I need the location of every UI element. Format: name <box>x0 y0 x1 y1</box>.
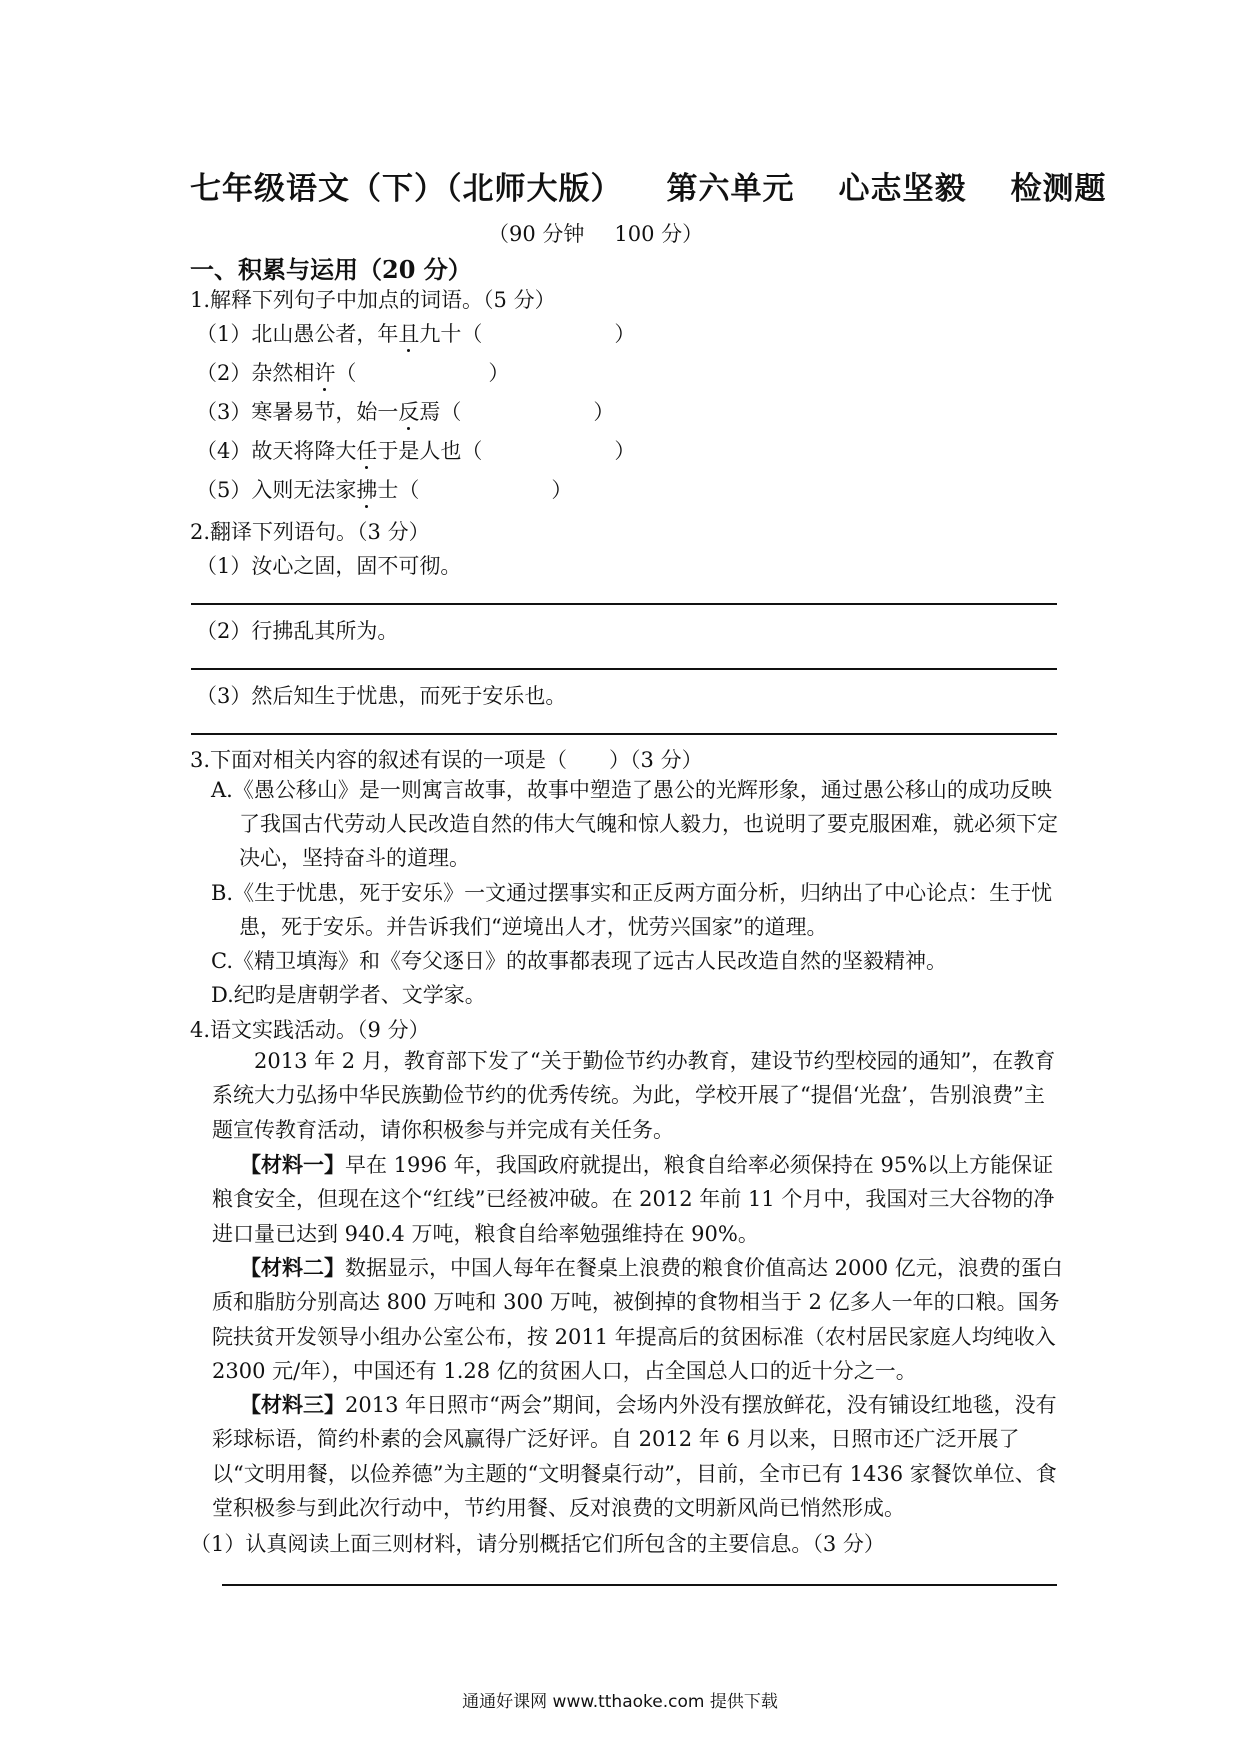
dotted-word: 反 <box>398 400 420 424</box>
subtitle-part: 100 分） <box>614 222 704 246</box>
page-subtitle <box>488 218 703 248</box>
q1-item: （4）故天将降大任于是人也（ ） <box>196 439 636 463</box>
answer-line[interactable] <box>191 668 1057 670</box>
q4-sub-1: （1）认真阅读上面三则材料，请分别概括它们所包含的主要信息。（3 分） <box>190 1532 885 1556</box>
q1-item: （2）杂然相许（ ） <box>196 361 510 385</box>
q1-item: （1）北山愚公者，年且九十（ ） <box>196 322 636 346</box>
subtitle-part: （90 分钟 <box>488 222 585 246</box>
q4-intro: 2013 年 2 月，教育部下发了“关于勤俭节约办教育，建设节约型校园的通知”，在教育系统大力弘扬中华民族勤俭节约的优秀传统。为此，学校开展了“提倡‘光盘’，告别浪费”主题宣传教育活动，请你积极参与并完成有关任务。 <box>212 1049 1056 1142</box>
title-part: 七年级语文（下）（北师大版） <box>190 171 623 207</box>
footer-credit: 通通好课网 www.tthaoke.com 提供下载 <box>462 1692 778 1712</box>
answer-line[interactable] <box>222 1584 1057 1586</box>
material-label: 【材料一】 <box>240 1152 345 1177</box>
title-part: 第六单元 <box>666 171 795 207</box>
option-b: B.《生于忧患，死于安乐》一文通过摆事实和正反两方面分析，归纳出了中心论点：生于忧患，死于安乐。并告诉我们“逆境出人才，忧劳兴国家”的道理。 <box>211 881 1053 939</box>
question-3-prompt: 3.下面对相关内容的叙述有误的一项是（ ）（3 分） <box>190 748 703 772</box>
question-4-prompt: 4.语文实践活动。（9 分） <box>190 1018 430 1042</box>
q1-item: （3）寒暑易节，始一反焉（ ） <box>196 400 615 424</box>
material-1: 【材料一】早在 1996 年，我国政府就提出，粮食自给率必须保持在 95%以上方能保证粮食安全，但现在这个“红线”已经被冲破。在 2012 年前 11 个月中，我国对三大谷物的净进口量已达到 940.4 万吨，粮食自给率勉强维持在 90%。 <box>212 1152 1055 1246</box>
section-heading: 一、积累与运用（20 分） <box>190 255 472 284</box>
dotted-word: 且 <box>398 322 420 346</box>
question-2-prompt: 2.翻译下列语句。（3 分） <box>190 520 430 544</box>
option-d: D.纪昀是唐朝学者、文学家。 <box>211 983 486 1007</box>
material-3: 【材料三】2013 年日照市“两会”期间，会场内外没有摆放鲜花，没有铺设红地毯，没有彩球标语，简约朴素的会风赢得广泛好评。自 2012 年 6 月以来，日照市还广泛开展了以“文明用餐，以俭养德”为主题的“文明餐桌行动”，目前，全市已有 1436 家餐饮单位、食堂积极参与到此次行动中，节约用餐、反对浪费的文明新风尚已悄然形成。 <box>212 1392 1057 1520</box>
answer-line[interactable] <box>191 733 1057 735</box>
material-label: 【材料二】 <box>240 1255 345 1280</box>
material-2: 【材料二】数据显示，中国人每年在餐桌上浪费的粮食价值高达 2000 亿元，浪费的蛋白质和脂肪分别高达 800 万吨和 300 万吨，被倒掉的食物相当于 2 亿多人一年的口粮。国务院扶贫开发领导小组办公室公布，按 2011 年提高后的贫困标准（农村居民家庭人均纯收入 2300 元/年），中国还有 1.28 亿的贫困人口，占全国总人口的近十分之一。 <box>212 1255 1063 1383</box>
material-label: 【材料三】 <box>240 1392 345 1417</box>
dotted-word: 任 <box>356 439 378 463</box>
option-c: C.《精卫填海》和《夸父逐日》的故事都表现了远古人民改造自然的坚毅精神。 <box>211 949 947 973</box>
q2-item: （1）汝心之固，固不可彻。 <box>196 554 462 578</box>
dotted-word: 拂 <box>356 478 378 502</box>
q2-item: （2）行拂乱其所为。 <box>196 619 399 643</box>
question-1-prompt: 1.解释下列句子中加点的词语。（5 分） <box>190 288 556 312</box>
q2-item: （3）然后知生于忧患，而死于安乐也。 <box>196 684 567 708</box>
q1-item: （5）入则无法家拂士（ ） <box>196 478 573 502</box>
option-a: A.《愚公移山》是一则寓言故事，故事中塑造了愚公的光辉形象，通过愚公移山的成功反映了我国古代劳动人民改造自然的伟大气魄和惊人毅力，也说明了要克服困难，就必须下定决心，坚持奋斗的道理。 <box>211 778 1058 870</box>
dotted-word: 许 <box>314 361 336 385</box>
page-title <box>190 163 1107 208</box>
answer-line[interactable] <box>191 603 1057 605</box>
title-part: 心志坚毅 <box>838 171 967 207</box>
title-part: 检测题 <box>1010 171 1107 207</box>
